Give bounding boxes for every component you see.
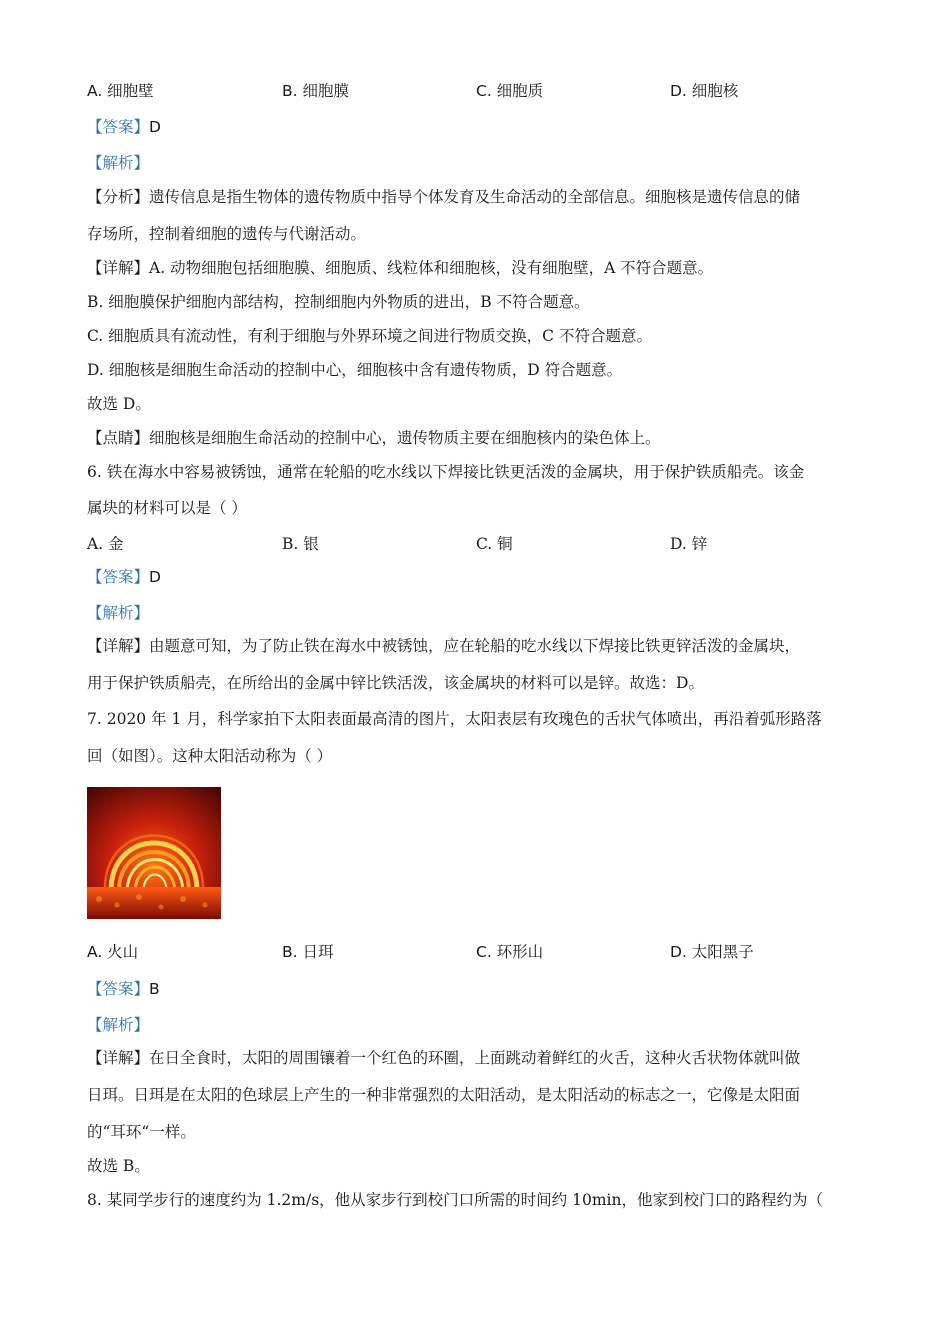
q6-options bbox=[87, 533, 867, 557]
q5-option-d: D. 细胞核 bbox=[670, 82, 739, 100]
q5-options bbox=[87, 80, 867, 104]
q5-detail-a bbox=[87, 257, 862, 279]
q5-choose: 故选 D。 bbox=[87, 395, 151, 413]
q5-option-a: A. 细胞壁 bbox=[87, 82, 154, 100]
q5-fenxi-line2: 存场所，控制着细胞的遗传与代谢活动。 bbox=[87, 225, 367, 243]
q6-detail-line1 bbox=[87, 635, 862, 657]
detail-tag: 【详解】 bbox=[87, 259, 150, 277]
q6-option-c: C. 铜 bbox=[476, 535, 513, 553]
q7-stem-line2: 回（如图）。这种太阳活动称为（ ） bbox=[87, 747, 333, 765]
q7-option-a: A. 火山 bbox=[87, 943, 139, 961]
analysis-tag: 【解析】 bbox=[87, 154, 150, 172]
analysis-tag: 【解析】 bbox=[87, 1016, 150, 1034]
q7-option-d: D. 太阳黑子 bbox=[670, 943, 754, 961]
q6-answer bbox=[87, 566, 862, 588]
q7-stem-line1: 7. 2020 年 1 月，科学家拍下太阳表面最高清的图片，太阳表层有玫瑰色的舌状气体喷出，再沿着弧形路落 bbox=[87, 710, 822, 728]
answer-tag: 【答案】 bbox=[87, 980, 150, 998]
q6-option-d: D. 锌 bbox=[670, 535, 708, 553]
answer-tag: 【答案】 bbox=[87, 118, 150, 136]
q5-detail-d: D. 细胞核是细胞生命活动的控制中心，细胞核中含有遗传物质，D 符合题意。 bbox=[87, 361, 623, 379]
q5-detail-c: C. 细胞质具有流动性，有利于细胞与外界环境之间进行物质交换，C 不符合题意。 bbox=[87, 327, 652, 345]
q6-option-b: B. 银 bbox=[282, 535, 319, 553]
q5-option-b: B. 细胞膜 bbox=[282, 82, 349, 100]
fenxi-tag: 【分析】 bbox=[87, 188, 150, 206]
q7-detail-line2: 日珥。日珥是在太阳的色球层上产生的一种非常强烈的太阳活动，是太阳活动的标志之一，它像是太阳面 bbox=[87, 1086, 801, 1104]
answer-tag: 【答案】 bbox=[87, 568, 150, 586]
q6-stem-line2: 属块的材料可以是（ ） bbox=[87, 499, 247, 517]
q7-option-b: B. 日珥 bbox=[282, 943, 334, 961]
detail-text: 由题意可知，为了防止铁在海水中被锈蚀，应在轮船的吃水线以下焊接比铁更锌活泼的金属块， bbox=[149, 637, 801, 655]
dianjing-tag: 【点睛】 bbox=[87, 429, 150, 447]
q6-detail-line2: 用于保护铁质船壳，在所给出的金属中锌比铁活泼，该金属块的材料可以是锌。故选：D。 bbox=[87, 674, 704, 692]
detail-text: A. 动物细胞包括细胞膜、细胞质、线粒体和细胞核，没有细胞壁，A 不符合题意。 bbox=[149, 259, 714, 277]
q5-detail-b: B. 细胞膜保护细胞内部结构，控制细胞内外物质的进出，B 不符合题意。 bbox=[87, 293, 590, 311]
answer-value: D bbox=[149, 568, 161, 586]
analysis-tag: 【解析】 bbox=[87, 604, 150, 622]
q7-detail-line1 bbox=[87, 1047, 862, 1069]
q7-option-c: C. 环形山 bbox=[476, 943, 544, 961]
q7-detail-line3: 的“耳环“一样。 bbox=[87, 1123, 196, 1141]
q7-options bbox=[87, 941, 867, 965]
q6-option-a: A. 金 bbox=[87, 535, 124, 553]
q5-fenxi-line1 bbox=[87, 186, 862, 208]
q8-stem-line1: 8. 某同学步行的速度约为 1.2m/s，他从家步行到校门口所需的时间约 10min，他家到校门口的路程约为（ bbox=[87, 1191, 823, 1209]
q6-stem-line1: 6. 铁在海水中容易被锈蚀，通常在轮船的吃水线以下焊接比铁更活泼的金属块，用于保护铁质船壳。该金 bbox=[87, 463, 805, 481]
answer-value: D bbox=[149, 118, 161, 136]
q7-choose: 故选 B。 bbox=[87, 1157, 150, 1175]
q5-answer bbox=[87, 116, 862, 138]
q6-analysis-heading bbox=[87, 602, 862, 624]
detail-tag: 【详解】 bbox=[87, 637, 150, 655]
q5-analysis-heading bbox=[87, 152, 862, 174]
q7-analysis-heading bbox=[87, 1014, 862, 1036]
q5-dianjing bbox=[87, 427, 862, 449]
fenxi-text: 遗传信息是指生物体的遗传物质中指导个体发育及生命活动的全部信息。细胞核是遗传信息的储 bbox=[149, 188, 801, 206]
answer-value: B bbox=[149, 980, 160, 998]
detail-text: 在日全食时，太阳的周围镶着一个红色的环圈，上面跳动着鲜红的火舌，这种火舌状物体就叫做 bbox=[149, 1049, 801, 1067]
q5-option-c: C. 细胞质 bbox=[476, 82, 544, 100]
solar-prominence-image bbox=[87, 787, 221, 919]
dianjing-text: 细胞核是细胞生命活动的控制中心，遗传物质主要在细胞核内的染色体上。 bbox=[149, 429, 661, 447]
detail-tag: 【详解】 bbox=[87, 1049, 150, 1067]
q7-answer bbox=[87, 978, 862, 1000]
